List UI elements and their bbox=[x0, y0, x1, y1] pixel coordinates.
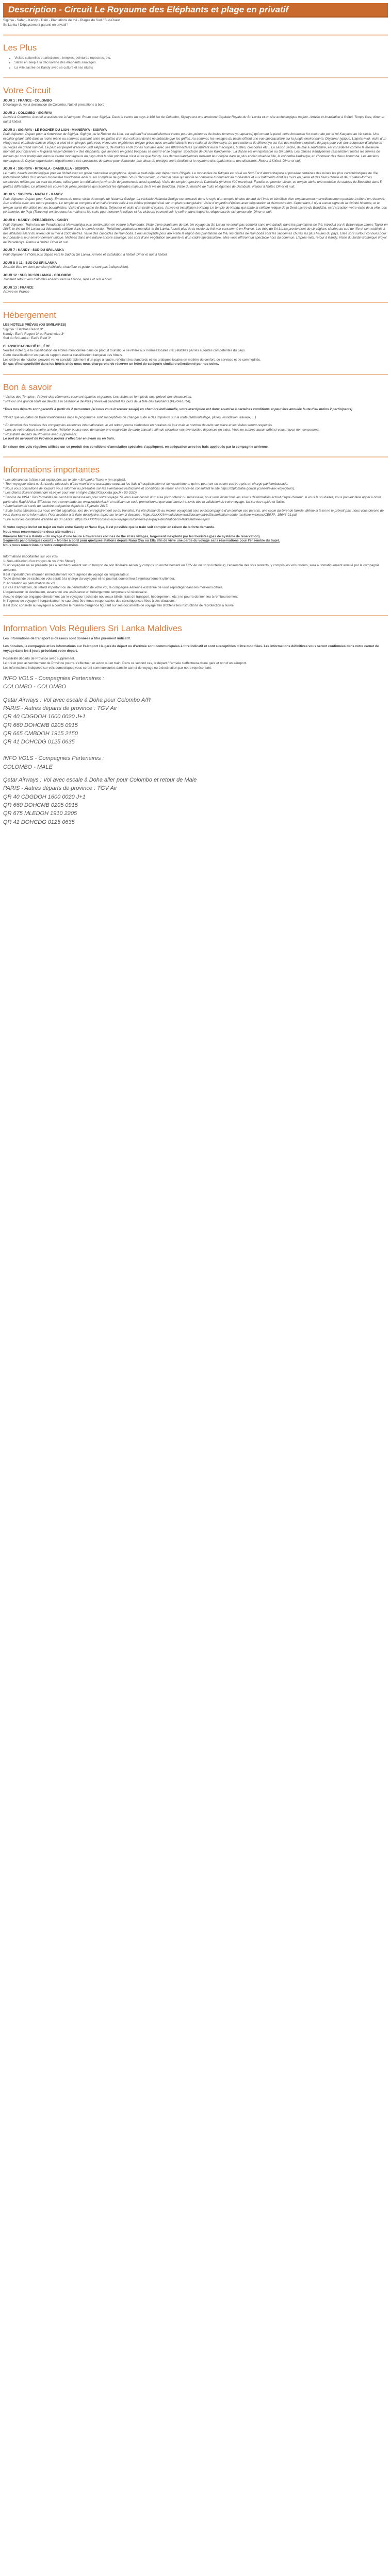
day-text: Journée libre en demi-pension (véhicule, chauffeur et guide ne sont pas à disposition). bbox=[3, 265, 129, 269]
classification-note: En cas d’indisponibilité dans les hôtels cités nous nous chargerons de réserver un hôtel de catégorie similaire sélectionné par nos soins. bbox=[3, 362, 219, 366]
vols-line: L’organisateur, le destination, assurance une assistance un hébergement temporaire si nécessaire. bbox=[3, 590, 148, 594]
flight-info-line: QR 665 CMBDOH 1915 2150 bbox=[3, 730, 78, 737]
plus-item: • Safari en Jeep à la découverte des éléphants sauvages bbox=[14, 61, 388, 65]
day-heading: JOUR 1 : FRANCE - COLOMBO bbox=[3, 98, 52, 103]
day-heading: JOUR 12 : SUD DU SRI LANKA - COLOMBO bbox=[3, 273, 72, 277]
flight-info-line: INFO VOLS - Compagnies Partenaires : bbox=[3, 675, 104, 682]
day-block bbox=[3, 128, 388, 164]
flight-info-line: QR 40 CDGDOH 1600 0020 J+1 bbox=[3, 714, 86, 720]
train-alternative: Segments panoramiques courts – Monter à bord pour quelques stations depuis Nanu Oya ou Ella afin de vivre une partie du voyage sans réservations pour l’ensemble du trajet. bbox=[3, 539, 280, 543]
savoir-line: * En fonction des horaires des compagnies aériennes internationales, le vol retour pourra s’effectuer en horaires de jour mais le nombre de nuits sur place et les visites seront respectés. bbox=[3, 423, 273, 428]
vols-line: Si un voyageur ne se présente pas à l’embarquement sur un tronçon de son itinéraire aérien (y compris un enchaînement en TGV Air ou un vol intérieur), l’ensemble des vols restants, y compris les vols retours, sera automatiquement annulé par la compagnie aérienne. bbox=[3, 564, 380, 572]
day-heading: JOUR 3 : SIGIRIYA - LE ROCHER DU LION - MINNERIYA - SIGIRIYA bbox=[3, 128, 107, 132]
infos-line: * Nous vous conseillons de toujours vous informer au préalable sur les éventuelles restrictions et conditions de retour en France en consultant le site https://diplomatie.gouv.fr (conseils-aux-voyageurs). bbox=[3, 486, 295, 490]
day-text: Petit-déjeuner. Départ pour Kandy. En cours de route, visite du temple de Nalanda Gedige. La véritable Nalanda Gedige est construit dans le style d’un temple hindou du sud de l’Inde et bénéficie d’un emplacement merveilleusement paisible à côté d’un réservoir. Aux artificiel avec une heure pratique. Le temple se compose d’un hall d’entrée relié à un édifice principal situé sur un plan rectangulaire. Visite d’un jardin d’épices avec dégustation et démonstration. Cependant, il n’y a aucun signe de la divinité hindoue, et le temple aurait été utilisé par les bouddhistes. Visite d’une usine de Batik. Déjeuner et visite d’un jardin d’épices. Arrivée et installation à Kandy. Le temple de Kandy, qui abrite la célèbre relique de la Dent sacrée du Bouddha, est l’attraction votre visite de la ville. Les cérémonies de Puja (Thevava) ont lieu tous les matins et les soirs pour honorer la relique et les visiteurs peuvent voir le coffret dans lequel la relique sacrée est conservée. Dîner et nuit. bbox=[3, 197, 387, 214]
hotel-line: Sigiriya : Elephas Resort 3* bbox=[3, 328, 43, 332]
classification-line: Veuillez noter que la classification en étoiles mentionnée dans ce produit touristique se réfère aux normes locales (NL) établies par les autorités compétentes du pays. bbox=[3, 349, 246, 353]
flight-info-line: COLOMBO - COLOMBO bbox=[3, 684, 67, 690]
infos-line: * Tout voyageur allant au Sri Lanka nécessite d’être muni d’une assurance couvrant les frais d’hospitalisation et de rapatriement, qui ne pourront en aucun cas être pris en charge par l’ambassade. bbox=[3, 482, 288, 486]
classification-line: Les critères de notation peuvent varier considérablement d’un pays à l’autre, reflétant les standards et les pratiques locales en matière de confort, de services et de commodités. bbox=[3, 358, 261, 362]
day-text: Petit-déjeuner à l’hôtel puis départ vers le Sud du Sri Lanka. Arrivée et installation à l’hôtel. Dîner et nuit à l’hôtel. bbox=[3, 253, 168, 257]
section-title-savoir: Bon à savoir bbox=[3, 382, 52, 392]
reguliers-line: Le pré et post acheminement de Province pourra s’effectuer en avion ou en train. Dans ce second cas, le départ / l’arrivée s’effectuera d’une gare et non d’un aéroport. bbox=[3, 661, 247, 665]
hotels-heading: LES HOTELS PRÉVUS (OU SIMILAIRES) bbox=[3, 323, 67, 327]
flight-info-line: QR 40 CDGDOH 1600 0020 J+1 bbox=[3, 793, 86, 800]
vols-line: En cas d’annulation, de retard important ou de perturbation de votre vol, la compagnie aérienne est tenue de vous reprotéger dans les meilleurs délais. bbox=[3, 586, 223, 590]
classification-line: Cette classification n’est pas de rapport avec la classification française des hôtels. bbox=[3, 353, 123, 357]
vols-line: Il est impératif d’en informer immédiatement votre agence de voyage ou l’organisateur. bbox=[3, 572, 129, 577]
day-block bbox=[3, 248, 388, 257]
infos-line: * Lire aussi les conditions d’entrée au Sri Lanka : https://XXXX/fr/conseils-aux-voyageurs/conseils-par-pays-destination/sri-lanka/entree-sejour bbox=[3, 517, 210, 521]
day-heading: JOUR 4 : SIGIRIYA - RITIGALA - DAMBULLA - SIGIRIYA bbox=[3, 167, 89, 171]
day-text: Petit-déjeuner. Train local de Peradeniya à Nawalapitiya puis continuation en voiture à Ramboda. Visite d’une plantation de thé. Un voyage au Sri Lanka ne serait pas complet sans une balade dans les plantations de thé, introduit par le Britannique James Taylor en 1867, le thé du Sri Lanka est désormais célèbre dans le monde entier. Troisième producteur mondial, le Sri Lanka, fournit plus de la moitié du thé noir consommé en France. Les thés du Sri Lanka proviennent de six régions situées au sud de l’île et sont cultivés à des altitudes allant du niveau de la mer à 2500 mètres. Visite des cascades de Ramboda. L’eau incroyable pour aux visite la région des plantations de thé, les chutes de Ramboda sont les septièmes chutes les plus hautes du pays. Elles sont surtout connues pour leur beauté et leur environnement unique. Nichées dans une nature encore sauvage, ces sont d’une végétation luxuriante et d’un cadre spectaculaire, elles vous offriront un spectacle hors du commun. L’après-midi, retour à Kandy. Visite du Jardin Botanique Royal de Peradeniya. Retour à l’hôtel. Dîner et nuit. bbox=[3, 223, 388, 244]
day-heading: JOUR 5 : SIGIRIYA - MATALE - KANDY bbox=[3, 193, 63, 197]
vols-line: 1. Non-utilisation d’un tronçon de vol (“No Show”) bbox=[3, 559, 75, 563]
day-text: Transfert retour vers Colombo et envol vers la France, repas et nuit à bord. bbox=[3, 278, 112, 282]
flight-info-line: Qatar Airways : Vol avec escale à Doha aller pour Colombo et retour de Male bbox=[3, 777, 197, 784]
day-block bbox=[3, 286, 388, 295]
flight-info-line: QR 660 DOHCMB 0205 0915 bbox=[3, 802, 78, 808]
savoir-line: * Lors de votre départ à votre arrivée, l’hôtelier pourra vous demander une empreinte de carte bancaire afin de sécuriser vos éventuelles dépenses en extra. Vous ne subirez aucun débit si vous n’avez rien consommé. bbox=[3, 428, 320, 432]
flight-info-line: PARIS - Autres départs de province : TGV Air bbox=[3, 705, 117, 711]
section-title-plus: Les Plus bbox=[3, 43, 37, 53]
day-block bbox=[3, 218, 388, 245]
train-thanks: Nous vous remercions de votre compréhension. bbox=[3, 543, 79, 547]
vols-line: Il est donc conseillé au voyageur à contacter le numéro d’urgence figurant sur ses documents de voyage afin d’obtenir les instructions de reprotection à suivre. bbox=[3, 603, 235, 607]
day-block bbox=[3, 111, 388, 125]
intro-line: Sigiriya - Safari - Kandy - Train - Plantations de thé - Plages du Sud / Sud-Ouest bbox=[3, 19, 120, 22]
infos-line: * Service de VISA : Des formalités peuvent être nécessaires pour votre voyage. Si vous avez besoin d’un visa pour obtenir ou nécessaire, pour vous éviter tous les soucis de formalités et tout risque d’erreur, si vous le souhaitez, vous pouvez faire appel à notre partenaire RapideVisa. Effectuez votre commande sur www.rapidevisa.fr en utilisant un code promotionnel que vous aurez transmis dès la validation de votre voyage. Un service rapide et fiable. bbox=[3, 495, 381, 504]
divider bbox=[3, 456, 388, 457]
flight-info-line: COLOMBO - MALE bbox=[3, 764, 53, 770]
savoir-annulation: En raison des vols réguliers utilisés sur ce produit des conditions d’annulation spéciales s’appliquent, en adéquation avec les frais appliqués par la compagnie aérienne. bbox=[3, 445, 269, 449]
train-alternatives-heading: Nous vous recommandons deux alternatives : bbox=[3, 530, 75, 534]
vols-line: Toute demande de rachat de vols serait à la charge du voyageur et ne pourrait donner lieu à remboursement ultérieur. bbox=[3, 577, 175, 581]
divider bbox=[3, 374, 388, 375]
section-title-hebergement: Hébergement bbox=[3, 310, 57, 320]
vols-line: Aucune dépense engagée directement par le voyageur (achat de nouveaux billets, frais de transport, hébergement, etc.) ne pourra donner lieu à remboursement. bbox=[3, 595, 239, 599]
section-title-infos: Informations importantes bbox=[3, 465, 100, 475]
divider bbox=[3, 35, 388, 36]
flight-info-line: QR 660 DOHCMB 0205 0915 bbox=[3, 722, 78, 728]
infos-line: * Suite à des situations qui nous ont été signalées, lors de l’enregistrement ou du transfert, il a été demandé au mineur voyageant seul ou accompagné d’un seul de ses parents, une copie du livret de famille. Même si la loi ne le prévoit pas, nous vous devons de vous donner cette information. Pour accéder à la fiche descriptive, tapez sur le lien ci-dessous : https://XXXX/fr/media/download/document/pdf/autorisation-sortie-territoire-mineurs/CERFA_15646-01.pdf bbox=[3, 509, 384, 517]
infos-line: * Autorisation de sortie du territoire obligatoire depuis le 15 janvier 2017. bbox=[3, 504, 109, 509]
section-title-circuit: Votre Circuit bbox=[3, 86, 51, 96]
train-alternative: Itinéraire Matale à Kandy – Un voyage d’une heure à travers les collines de thé et les villages, largement inexploité par les touristes (pas de système de réservation). bbox=[3, 534, 261, 538]
plus-item: • Visites culturelles et artistiques : temples, peintures rupestres, etc. bbox=[14, 56, 388, 61]
reguliers-line: Les informations indiquées sur vols domestiques vous seront communiquées dans le carnet de voyage ou à destination par notre représentant. bbox=[3, 666, 212, 670]
hotel-line: Kandy : Earl’s Regent 3* ou Randholee 3* bbox=[3, 332, 64, 336]
hotel-line: Sud du Sri Lanka : Earl’s Reef 3* bbox=[3, 336, 52, 341]
infos-line: * Les clients doivent demander et payer pour leur en ligne (http://XXXX.eta.gov.lk / 50 USD) bbox=[3, 491, 137, 495]
flight-info-line: PARIS - Autres départs de province : TGV Air bbox=[3, 785, 117, 792]
savoir-note: *Notez que les dates de trajet mentionnées dans le programme sont susceptibles de changer suite à des imprévus sur la route (embouteillage, pluies, inondation, travaux, ...) bbox=[3, 415, 256, 419]
day-heading: JOUR 13 : FRANCE bbox=[3, 285, 34, 290]
day-heading: JOUR 8 A 11 : SUD DU SRI LANKA bbox=[3, 261, 57, 265]
vols-line: Ni l’agence de voyage ni l’organisateur ne sauraient être tenus responsables des conséquences liées à ces situations. bbox=[3, 599, 176, 603]
reguliers-line: Possibilité départs de Province avec supplément. bbox=[3, 657, 75, 661]
day-block bbox=[3, 261, 388, 270]
section-title-reguliers: Information Vols Réguliers Sri Lanka Maldives bbox=[3, 623, 182, 634]
infos-line: * Les démarches à faire sont expliquées sur le site « Sri Lanka Travel » (en anglais). bbox=[3, 478, 126, 482]
train-warning: Si votre voyage inclut un trajet en train entre Kandy et Nanu Oya, il est possible que le train soit complet en raison de la forte demande. bbox=[3, 526, 215, 530]
plus-item: • La ville sacrée de Kandy avec sa culture et ses rituels bbox=[14, 66, 388, 71]
day-block bbox=[3, 167, 388, 189]
plus-list bbox=[3, 56, 388, 71]
day-text: Petit-déjeuner. Départ pour la forteresse de Sigiriya. Sigiriya, ou le Rocher du Lion, est aujourd’hui essentiellement connu pour les peintures de belles femmes (ou apsaras) qui ornent la paroi, cette forteresse fut construite par le roi Kasyapa au Ve siècle. Une escalier géant taillé dans la roche mène au sommet, passant entre les pattes d’un lion colossal dont il ne subsiste que les griffes. Au sommet, les vestiges du palais offrent une vue spectaculaire sur la jungle environnante. Déjeuner typique. L’après-midi, visite d’un village rural et balade dans le village à pied et en pirogue puis vous vivrez une expérience unique grâce avec un safari dans le parc national de Minneriya. Le parc national de Minneriya est l’un des meilleurs endroits du pays pour voir des troupeaux d’éléphants sauvages en grand nombre. Le parc est peuplé d’environ 200 éléphants, de lorikets et de zones humides avec ses 8889 hectares qui abritent aussi macaques, buffles, crocodiles etc... La saison sèche, de mai à septembre, est considérée comme la meilleure moment pour observer « le grand rassemblement » des éléphants, qui viennent en grand troupeau se nourrir et se baigner. Spectacle de Danse Kandyenne : La danse est omniprésente au Sri Lanka. Les danses Kandyennes rassemblent toutes les formes de danses qui sont pratiquées dans le centre montagneux du pays dont la ville principale n’est autre que Kandy. Les danses kandyennes trouvent leur origine dans le plus ancien rituel de l’île, le kohomba kankariya, en l’honneur des dieux kohomba. Les anciens monarques de Ceylan organisaient régulièrement ces spectacles de danse pour demander aux dieux de protéger leurs familles et le royaume des épidémies et des désastres. Retour à l’hôtel. Dîner et nuit. bbox=[3, 132, 386, 163]
day-heading: JOUR 7 : KANDY - SUD DU SRI LANKA bbox=[3, 248, 64, 252]
savoir-province: Le port de aéroport de Province pourra s’effectuer en avion ou en train. bbox=[3, 437, 115, 441]
day-heading: JOUR 6 : KANDY - PERADENIYA - KANDY bbox=[3, 218, 69, 222]
vols-heading: Informations importantes sur vos vols bbox=[3, 555, 58, 559]
day-text: Le matin, balade ornithologique près de l’hôtel avec un guide naturaliste anglophone. Après le petit-déjeuner départ vers Ritigala. Le monastère de Ritigala est situé au Sud-Est d’Anuradhapura et possède certaines des ruines les plus caractéristiques de l’île, notamment celles d’un ancien monastère bouddhiste ainsi qu’un complexe de grottes. Vous découvrirez un chemin pavé qui monte le complexe monument au monastère et aux bâtiments dont les murs en pierre et des bains d’huile et deux plates-formes surélevées reliées par un pont de pierre, utilisé pour la méditation (environ 2h de promenade aussi sportive). Visite du temple rupestre de Dambulla (environ 400 marches). Fondée au premier siècle, ce temple abrite une centaine de statues de Bouddha dans 5 grottes différentes. Le plafond est couvert de jolies peintures qui racontent les épisodes majeurs de la vie de Bouddha. Visite du marché de fruits et légumes de Dambulla. Retour à l’hôtel. Dîner et nuit. bbox=[3, 171, 382, 189]
day-text: Décollage du vol à destination de Colombo. Nuit et prestations à bord. bbox=[3, 103, 106, 107]
flight-info-line: QR 41 DOHCDG 0125 0635 bbox=[3, 739, 75, 745]
reguliers-line: Les horaires, la compagnie et les informations sur l’aéroport / la gare de départ ou d’arrivée sont communiquées à titre indicatif et sont susceptibles d’être modifiées. Les informations définitives vous seront confirmées dans votre carnet de voyage dans les 8 jours précédant votre départ. bbox=[3, 645, 379, 653]
flight-info-line: QR 675 MLEDOH 1910 2205 bbox=[3, 810, 77, 817]
day-text: Arrivée à Colombo. Accueil et assistance à l’aéroport. Route pour Sigiriya. Dans le centre du pays à 160 km de Colombo, Sigiriya est une ancienne Capitale Royale du Sri Lanka et un site archéologique majeur. Arrivée et installation à l’hôtel. Temps libre, dîner et nuit à l’hôtel. bbox=[3, 115, 384, 124]
flight-info-line: INFO VOLS - Compagnies Partenaires : bbox=[3, 755, 104, 762]
divider bbox=[3, 302, 388, 303]
divider bbox=[3, 615, 388, 616]
divider bbox=[3, 77, 388, 78]
flight-info-line: Qatar Airways : Vol avec escale à Doha pour Colombo A/R bbox=[3, 697, 151, 703]
savoir-guarantee: *Tous nos départs sont garantis à partir de 2 personnes (si vous vous inscrivez seul(e) en chambre individuelle, votre inscription est donc soumise à certaines conditions et peut être annulée faute d’au moins 2 participants) bbox=[3, 408, 352, 412]
day-block bbox=[3, 193, 388, 215]
savoir-line: * Possibilité départs de Province avec supplément. bbox=[3, 432, 77, 436]
day-block bbox=[3, 99, 388, 108]
day-heading: JOUR 2 : COLOMBO - SIGIRIYA bbox=[3, 111, 53, 115]
day-text: Arrivée en France bbox=[3, 290, 29, 294]
day-block bbox=[3, 274, 388, 282]
vols-line: 2. Annulation ou perturbation de vol bbox=[3, 581, 55, 585]
reguliers-line: Les informations de transport ci-dessous sont données à titre purement indicatif. bbox=[3, 636, 131, 640]
page-title-banner: Description - Circuit Le Royaume des Eléphants et plage en privatif bbox=[3, 3, 388, 18]
savoir-line: * Prévoir une grande foule de dévots à la cérémonie de Puja (Thevava) pendant les jours de la fête des éléphants (PERAHERA). bbox=[3, 399, 191, 403]
flight-info-line: QR 41 DOHCDG 0125 0635 bbox=[3, 819, 75, 825]
classification-heading: CLASSIFICATION HÔTELIÈRE bbox=[3, 344, 51, 348]
savoir-line: * Visites des Temples : Prévoir des vêtements couvrant épaules et genoux. Les visites se font pieds nus, prévoir des chaussettes. bbox=[3, 395, 192, 399]
intro-line: Sri Lanka ! Dépaysement garanti en privatif ! bbox=[3, 23, 69, 27]
